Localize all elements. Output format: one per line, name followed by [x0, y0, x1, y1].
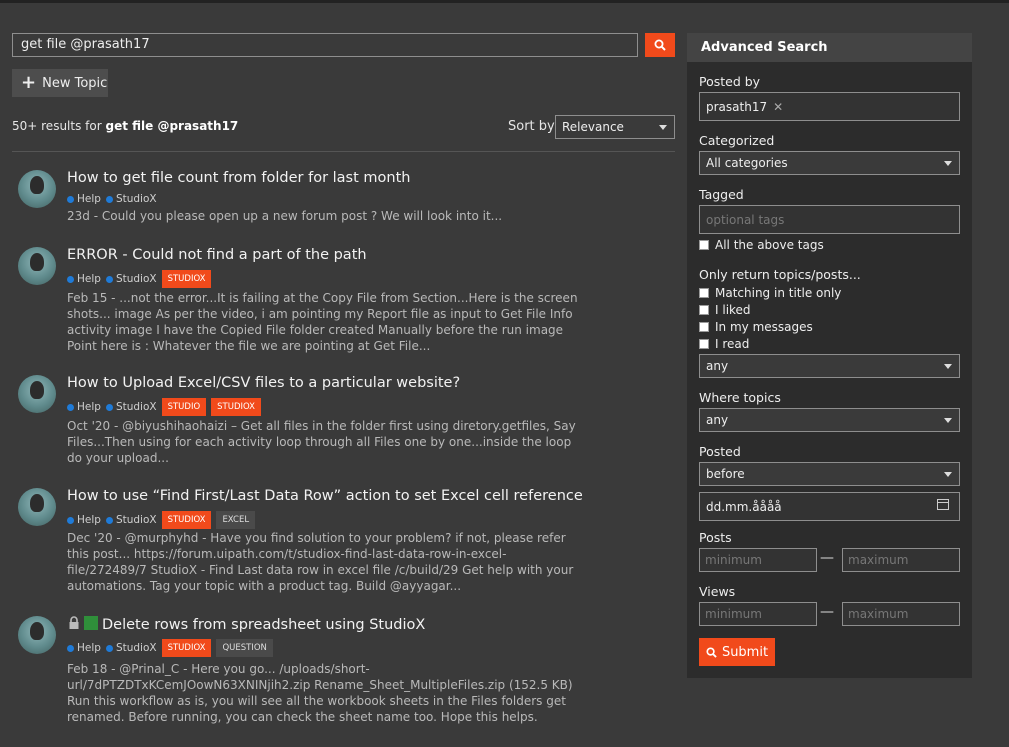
i-read-checkbox[interactable]: I read	[699, 337, 749, 351]
new-topic-button[interactable]	[12, 69, 108, 97]
result-title[interactable]: Delete rows from spreadsheet using StudioX	[102, 617, 426, 633]
avatar[interactable]	[18, 616, 56, 654]
all-tags-checkbox[interactable]: All the above tags	[699, 238, 824, 252]
views-label: Views	[699, 584, 736, 599]
result-meta	[67, 270, 211, 288]
result-blurb: Feb 18 - @Prinal_C - Here you go... /uploads/short-url/7dPTZDTxKCemJOowN63XNINjih2.zip Rename_Sheet_MultipleFiles.zip (152.5 KB) Run this workflow as is, you will see all the workbook sheets in the Files folders get renamed. Before running, you can check the sheet name too. Hope this helps.	[67, 662, 573, 724]
panel-title: Advanced Search	[687, 33, 972, 62]
result-blurb: Feb 15 - ...not the error...It is failing at the Copy File from Section...Here is the screen shots... image As per the video, i am pointing my Report file as input to Get File Info activity image I have the Copied File folder created Manually before the run image Point here is : Whatever the file we are pointing at Get File...	[67, 291, 578, 353]
submit-button[interactable]: Submit	[699, 638, 775, 666]
tagged-label: Tagged	[699, 187, 744, 202]
chevron-down-icon	[659, 125, 667, 130]
avatar[interactable]	[18, 247, 56, 285]
chevron-down-icon	[944, 472, 952, 477]
search-icon	[706, 647, 717, 658]
category-badge-help[interactable]: Help	[67, 514, 101, 526]
chevron-down-icon	[944, 161, 952, 166]
views-min-input[interactable]: minimum	[699, 602, 817, 626]
search-result	[12, 488, 592, 598]
search-result	[12, 375, 592, 470]
avatar[interactable]	[18, 170, 56, 208]
result-title[interactable]: How to use “Find First/Last Data Row” action to set Excel cell reference	[67, 488, 583, 504]
range-dash: —	[820, 604, 834, 620]
category-badge-studiox[interactable]: StudioX	[106, 514, 157, 526]
lock-icon	[67, 616, 81, 630]
result-title[interactable]: How to Upload Excel/CSV files to a particular website?	[67, 375, 461, 391]
tag-studiox[interactable]: STUDIOX	[211, 398, 261, 416]
tag-question[interactable]: QUESTION	[216, 639, 272, 657]
result-title[interactable]: ERROR - Could not find a part of the path	[67, 247, 367, 263]
advanced-search-panel	[687, 33, 972, 678]
tags-input[interactable]: optional tags	[699, 205, 960, 234]
remove-user-icon[interactable]: ✕	[773, 99, 784, 114]
chevron-down-icon	[944, 418, 952, 423]
i-liked-checkbox[interactable]: I liked	[699, 303, 751, 317]
result-blurb: 23d - Could you please open up a new forum post ? We will look into it...	[67, 209, 503, 223]
result-meta	[67, 193, 157, 205]
search-icon	[654, 39, 666, 51]
top-bar	[0, 0, 1009, 3]
where-topics-select[interactable]: any	[699, 408, 960, 432]
posted-label: Posted	[699, 444, 741, 459]
search-result	[12, 170, 592, 230]
category-badge-help[interactable]: Help	[67, 273, 101, 285]
category-badge-help[interactable]: Help	[67, 401, 101, 413]
posts-max-input[interactable]: maximum	[842, 548, 960, 572]
calendar-icon[interactable]	[937, 499, 949, 510]
posts-min-input[interactable]: minimum	[699, 548, 817, 572]
tag-studiox[interactable]: STUDIOX	[162, 511, 212, 529]
category-badge-help[interactable]: Help	[67, 193, 101, 205]
date-input[interactable]: dd.mm.åååå	[699, 492, 960, 521]
sort-by-label: Sort by	[508, 119, 555, 134]
tag-studio[interactable]: STUDIO	[162, 398, 207, 416]
category-select[interactable]: All categories	[699, 151, 960, 175]
solved-check-icon	[84, 616, 98, 630]
categorized-label: Categorized	[699, 133, 775, 148]
result-title[interactable]: How to get file count from folder for last month	[67, 170, 411, 186]
result-meta	[67, 398, 261, 416]
category-badge-studiox[interactable]: StudioX	[106, 193, 157, 205]
avatar[interactable]	[18, 488, 56, 526]
divider	[12, 151, 675, 152]
category-badge-studiox[interactable]: StudioX	[106, 642, 157, 654]
tag-studiox[interactable]: STUDIOX	[162, 639, 212, 657]
category-badge-help[interactable]: Help	[67, 642, 101, 654]
search-input[interactable]: get file @prasath17	[12, 33, 638, 57]
search-button[interactable]	[645, 33, 675, 57]
only-return-select[interactable]: any	[699, 354, 960, 378]
matching-title-checkbox[interactable]: Matching in title only	[699, 286, 841, 300]
in-my-messages-checkbox[interactable]: In my messages	[699, 320, 813, 334]
where-topics-label: Where topics	[699, 390, 781, 405]
tag-studiox[interactable]: STUDIOX	[162, 270, 212, 288]
views-max-input[interactable]: maximum	[842, 602, 960, 626]
category-badge-studiox[interactable]: StudioX	[106, 273, 157, 285]
category-badge-studiox[interactable]: StudioX	[106, 401, 157, 413]
result-meta	[67, 639, 273, 657]
results-summary: 50+ results for get file @prasath17	[12, 119, 239, 133]
range-dash: —	[820, 550, 834, 566]
posted-by-field[interactable]: prasath17 ✕	[699, 92, 960, 121]
new-topic-label: New Topic	[42, 75, 108, 91]
posts-label: Posts	[699, 530, 732, 545]
only-return-label: Only return topics/posts...	[699, 267, 861, 282]
posted-by-label: Posted by	[699, 74, 761, 89]
tag-excel[interactable]: EXCEL	[216, 511, 255, 529]
search-result	[12, 247, 592, 357]
search-result	[12, 616, 592, 731]
result-blurb: Dec '20 - @murphyhd - Have you find solution to your problem? if not, please refer this post... https://forum.uipath.com/t/studiox-find-last-data-row-in-excel-file/272489/7 StudioX - Find Last data row in excel file /c/build/29 Get help with your automations. Tag your topic with a product tag. Build @ayyagar...	[67, 531, 574, 593]
avatar[interactable]	[18, 375, 56, 413]
posted-select[interactable]: before	[699, 462, 960, 486]
sort-select[interactable]: Relevance	[555, 115, 675, 139]
result-title-row[interactable]	[67, 616, 425, 633]
result-blurb: Oct '20 - @biyushihaohaizi – Get all files in the folder first using diretory.getfiles, Say Files...Then using for each activity loop through all Files one by one...inside the loop do your upload...	[67, 419, 576, 465]
result-meta	[67, 511, 255, 529]
plus-icon: +	[21, 72, 37, 93]
chevron-down-icon	[944, 364, 952, 369]
